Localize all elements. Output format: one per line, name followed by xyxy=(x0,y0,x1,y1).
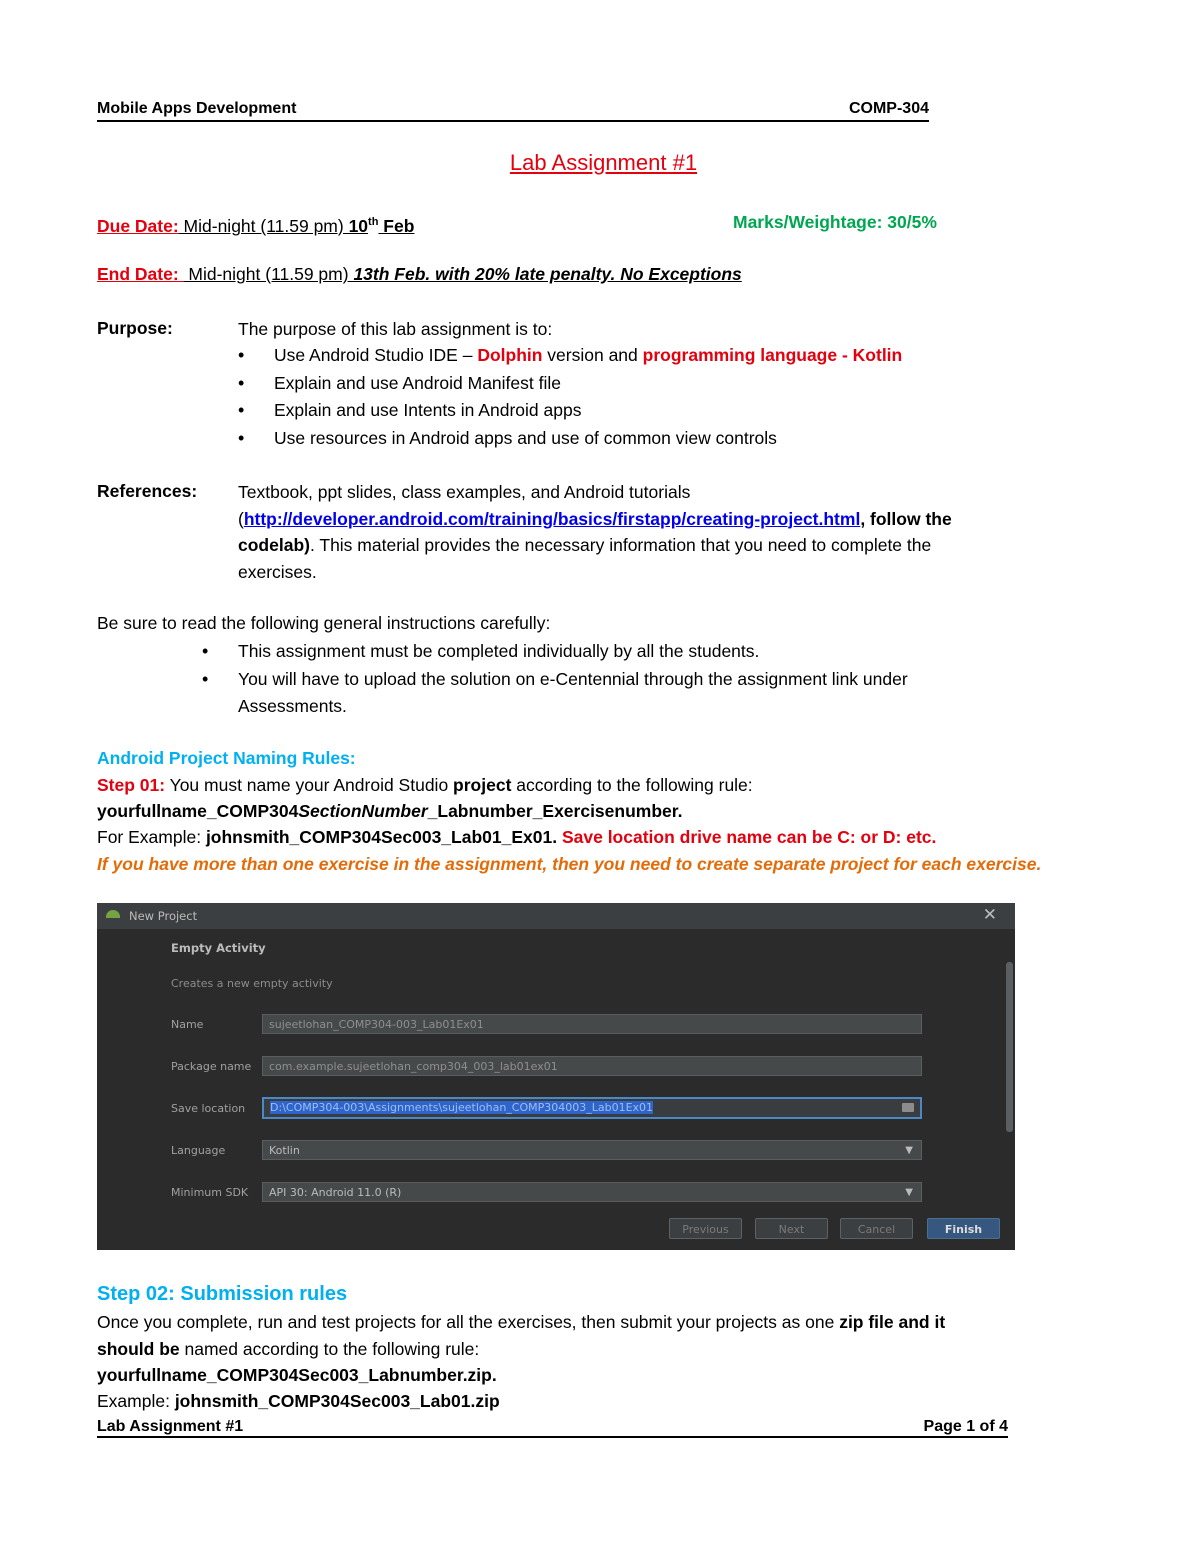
naming-note: If you have more than one exercise in the assignment, then you need to create separate project for each exercise. xyxy=(97,854,1042,874)
due-date-label: Due Date: xyxy=(97,215,179,236)
naming-heading: Android Project Naming Rules: xyxy=(97,748,356,768)
purpose-label: Purpose: xyxy=(97,318,173,338)
package-label: Package name xyxy=(171,1060,252,1073)
course-name: Mobile Apps Development xyxy=(97,100,297,117)
package-field[interactable]: com.example.sujeetlohan_comp304_003_lab01ex01 xyxy=(262,1056,922,1076)
course-code: COMP-304 xyxy=(848,100,929,117)
due-date-line xyxy=(97,210,414,238)
dialog-titlebar xyxy=(97,903,1015,929)
new-project-dialog-screenshot xyxy=(97,903,1015,1250)
scrollbar[interactable] xyxy=(1006,962,1013,1132)
references-url-line: (http://developer.android.com/training/basics/firstapp/creating-project.html, follow the xyxy=(238,508,952,529)
save-location-value: D:\COMP304-003\Assignments\sujeetlohan_COMP304003_Lab01Ex01 xyxy=(270,1101,654,1114)
close-icon[interactable]: ✕ xyxy=(982,905,997,925)
purpose-list xyxy=(274,342,902,452)
due-date-month: Feb xyxy=(378,215,415,236)
page-header xyxy=(97,100,929,122)
folder-icon[interactable] xyxy=(902,1103,914,1112)
footer-title: Lab Assignment #1 xyxy=(97,1418,244,1435)
save-location-label: Save location xyxy=(171,1102,246,1115)
references-label: References: xyxy=(97,481,198,501)
due-date-sup: th xyxy=(368,216,379,228)
dialog-content xyxy=(97,929,1015,1250)
instructions-list xyxy=(238,638,908,721)
references-line: exercises. xyxy=(238,561,317,582)
references-line: Textbook, ppt slides, class examples, and Android tutorials xyxy=(238,482,691,502)
reference-link[interactable]: http://developer.android.com/training/basics/firstapp/creating-project.html xyxy=(243,508,861,529)
submission-example: Example: johnsmith_COMP304Sec003_Lab01.zip xyxy=(97,1391,500,1411)
submission-heading: Step 02: Submission rules xyxy=(97,1283,348,1305)
references-text xyxy=(238,479,952,585)
sdk-select[interactable] xyxy=(262,1182,922,1202)
submission-line: Once you complete, run and test projects for all the exercises, then submit your projects as one zip file and it xyxy=(97,1312,946,1332)
language-value: Kotlin xyxy=(269,1144,300,1157)
list-item-continuation: Assessments. xyxy=(238,696,347,716)
instructions-intro: Be sure to read the following general instructions carefully: xyxy=(97,613,551,633)
sdk-label: Minimum SDK xyxy=(171,1186,249,1199)
list-item: • You will have to upload the solution on e-Centennial through the assignment link under xyxy=(238,666,908,694)
activity-description: Creates a new empty activity xyxy=(171,977,333,990)
page-footer xyxy=(97,1418,1008,1438)
due-date-text: Mid-night (11.59 pm) xyxy=(178,215,349,236)
step01-line: Step 01: You must name your Android Studio project according to the following rule: xyxy=(97,775,753,795)
page-number: Page 1 of 4 xyxy=(923,1418,1008,1435)
save-location-field[interactable] xyxy=(262,1097,922,1119)
document-title: Lab Assignment #1 xyxy=(509,150,698,175)
end-date-detail: 13th Feb. with 20% late penalty. No Exceptions xyxy=(353,264,742,284)
chevron-down-icon: ▼ xyxy=(905,1187,913,1198)
sdk-value: API 30: Android 11.0 (R) xyxy=(269,1186,402,1199)
due-date-day: 10 xyxy=(348,215,369,236)
references-line: codelab). This material provides the necessary information that you need to complete the xyxy=(238,535,932,555)
cancel-button[interactable]: Cancel xyxy=(840,1218,913,1239)
activity-heading: Empty Activity xyxy=(171,941,266,955)
naming-rule: yourfullname_COMP304SectionNumber_Labnumber_Exercisenumber. xyxy=(97,801,683,821)
list-item: • This assignment must be completed individually by all the students. xyxy=(238,638,908,666)
finish-button[interactable]: Finish xyxy=(927,1218,1000,1239)
next-button[interactable]: Next xyxy=(755,1218,828,1239)
chevron-down-icon: ▼ xyxy=(905,1145,913,1156)
language-label: Language xyxy=(171,1144,226,1157)
submission-rule: yourfullname_COMP304Sec003_Labnumber.zip. xyxy=(97,1365,497,1385)
language-select[interactable] xyxy=(262,1140,922,1160)
name-field[interactable]: sujeetlohan_COMP304-003_Lab01Ex01 xyxy=(262,1014,922,1034)
list-item: • Use resources in Android apps and use of common view controls xyxy=(274,425,902,453)
list-item: • Explain and use Intents in Android apps xyxy=(274,397,902,425)
end-date-label: End Date: xyxy=(97,264,184,284)
previous-button[interactable]: Previous xyxy=(669,1218,742,1239)
end-date-text: Mid-night (11.59 pm) xyxy=(183,264,354,284)
name-label: Name xyxy=(171,1018,204,1031)
end-date-line xyxy=(97,262,742,286)
android-logo-icon xyxy=(106,910,120,918)
submission-line: should be named according to the following rule: xyxy=(97,1339,480,1359)
dialog-title: New Project xyxy=(129,909,198,923)
purpose-intro: The purpose of this lab assignment is to: xyxy=(238,319,553,339)
list-item: • Use Android Studio IDE – Dolphin version and programming language - Kotlin xyxy=(274,342,902,370)
marks-weightage: Marks/Weightage: 30/5% xyxy=(733,212,937,232)
list-item: • Explain and use Android Manifest file xyxy=(274,370,902,398)
naming-example: For Example: johnsmith_COMP304Sec003_Lab01_Ex01. Save location drive name can be C: or D: etc. xyxy=(97,827,937,847)
